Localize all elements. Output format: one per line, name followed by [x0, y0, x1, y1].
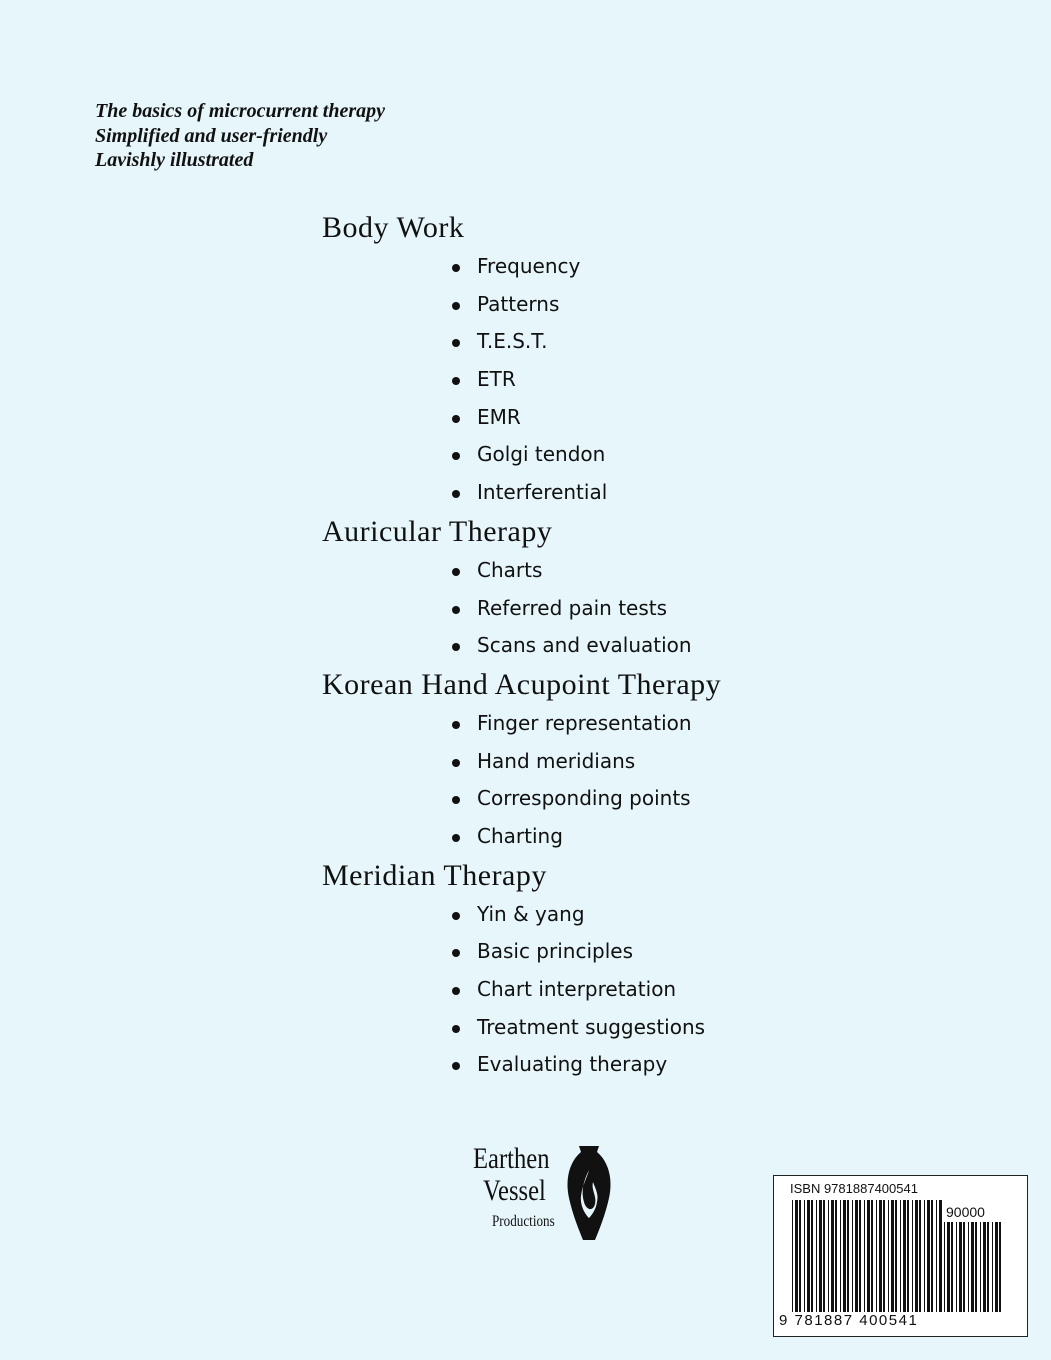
section-title: Meridian Therapy — [322, 858, 547, 892]
list-item: T.E.S.T. — [322, 323, 721, 361]
barcode-bar — [963, 1222, 965, 1312]
barcode-bar — [919, 1200, 921, 1312]
barcode-bar — [900, 1200, 901, 1312]
isbn-barcode — [773, 1175, 1028, 1337]
contents-list — [322, 208, 721, 1084]
bullet-list — [322, 248, 721, 512]
list-item: Evaluating therapy — [322, 1046, 721, 1084]
barcode-bar — [816, 1200, 817, 1312]
barcode-bar — [915, 1200, 918, 1312]
barcode-bar — [956, 1222, 957, 1312]
barcode-bar — [995, 1222, 998, 1312]
barcode-bar — [792, 1200, 793, 1312]
barcode-bar — [959, 1222, 962, 1312]
bullet-list — [322, 705, 721, 856]
section-title: Body Work — [322, 211, 465, 244]
isbn-digits: 9 781887 400541 — [779, 1312, 919, 1329]
barcode-bar — [823, 1200, 825, 1312]
barcode-bar — [819, 1200, 822, 1312]
barcode-bar — [831, 1200, 834, 1312]
barcode-bar — [807, 1200, 810, 1312]
barcode-bar — [927, 1200, 930, 1312]
list-item: Charts — [322, 552, 721, 590]
tagline: Simplified and user-friendly — [95, 124, 328, 147]
list-item: Golgi tendon — [322, 436, 721, 474]
barcode-bar — [924, 1200, 925, 1312]
barcode-bar — [864, 1200, 865, 1312]
barcode-bar — [947, 1222, 950, 1312]
isbn-label: ISBN 9781887400541 — [790, 1181, 918, 1196]
section-meridian-therapy — [322, 856, 721, 1084]
barcode-bar — [987, 1222, 989, 1312]
publisher-logo — [470, 1140, 620, 1245]
section-korean-hand-acupoint-therapy — [322, 665, 721, 856]
list-item: Chart interpretation — [322, 971, 721, 1009]
list-item: Yin & yang — [322, 896, 721, 934]
barcode-bar — [975, 1222, 977, 1312]
logo-word-vessel: Vessel — [483, 1174, 546, 1207]
list-item: Corresponding points — [322, 780, 721, 818]
addon-barcode-bars — [944, 1222, 1006, 1312]
list-item: Hand meridians — [322, 743, 721, 781]
barcode-bar — [895, 1200, 897, 1312]
tagline: Lavishly illustrated — [95, 149, 254, 171]
barcode-bar — [811, 1200, 813, 1312]
list-item: Charting — [322, 818, 721, 856]
list-item: Finger representation — [322, 705, 721, 743]
logo-word-earthen: Earthen — [473, 1142, 550, 1175]
barcode-bar — [867, 1200, 870, 1312]
list-item: Interferential — [322, 474, 721, 512]
barcode-bar — [951, 1222, 953, 1312]
barcode-bar — [939, 1200, 942, 1312]
barcode-bar — [871, 1200, 873, 1312]
barcode-bar — [907, 1200, 909, 1312]
taglines — [95, 99, 385, 173]
barcode-bar — [835, 1200, 837, 1312]
list-item: ETR — [322, 361, 721, 399]
barcode-bar — [852, 1200, 853, 1312]
barcode-bar — [912, 1200, 913, 1312]
barcode-bar — [891, 1200, 894, 1312]
barcode-bar — [888, 1200, 889, 1312]
barcode-bar — [879, 1200, 882, 1312]
barcode-bar — [992, 1222, 993, 1312]
barcode-bar — [847, 1200, 849, 1312]
barcode-bar — [983, 1222, 986, 1312]
barcode-bar — [855, 1200, 858, 1312]
barcode-bar — [804, 1200, 805, 1312]
bullet-list — [322, 552, 721, 665]
logo-word-productions: Productions — [492, 1213, 555, 1230]
barcode-bar — [936, 1200, 937, 1312]
section-body-work — [322, 208, 721, 512]
barcode-bar — [903, 1200, 906, 1312]
barcode-bar — [876, 1200, 877, 1312]
barcode-bars — [792, 1200, 942, 1312]
barcode-bar — [931, 1200, 933, 1312]
section-auricular-therapy — [322, 512, 721, 665]
list-item: Frequency — [322, 248, 721, 286]
barcode-bar — [859, 1200, 861, 1312]
list-item: Treatment suggestions — [322, 1009, 721, 1047]
barcode-bar — [971, 1222, 974, 1312]
list-item: Scans and evaluation — [322, 627, 721, 665]
barcode-bar — [968, 1222, 969, 1312]
barcode-bar — [795, 1200, 798, 1312]
section-title: Korean Hand Acupoint Therapy — [322, 667, 722, 701]
barcode-bar — [799, 1200, 801, 1312]
section-title: Auricular Therapy — [322, 514, 553, 548]
barcode-bar — [828, 1200, 829, 1312]
barcode-bar — [999, 1222, 1001, 1312]
tagline: The basics of microcurrent therapy — [95, 100, 385, 122]
barcode-bar — [843, 1200, 846, 1312]
bullet-list — [322, 896, 721, 1084]
list-item: Basic principles — [322, 933, 721, 971]
list-item: EMR — [322, 399, 721, 437]
barcode-bar — [980, 1222, 981, 1312]
addon-code: 90000 — [946, 1204, 985, 1220]
vase-with-flame-icon — [565, 1140, 615, 1245]
list-item: Referred pain tests — [322, 590, 721, 628]
barcode-bar — [944, 1222, 945, 1312]
barcode-bar — [883, 1200, 885, 1312]
barcode-bar — [840, 1200, 841, 1312]
list-item: Patterns — [322, 286, 721, 324]
